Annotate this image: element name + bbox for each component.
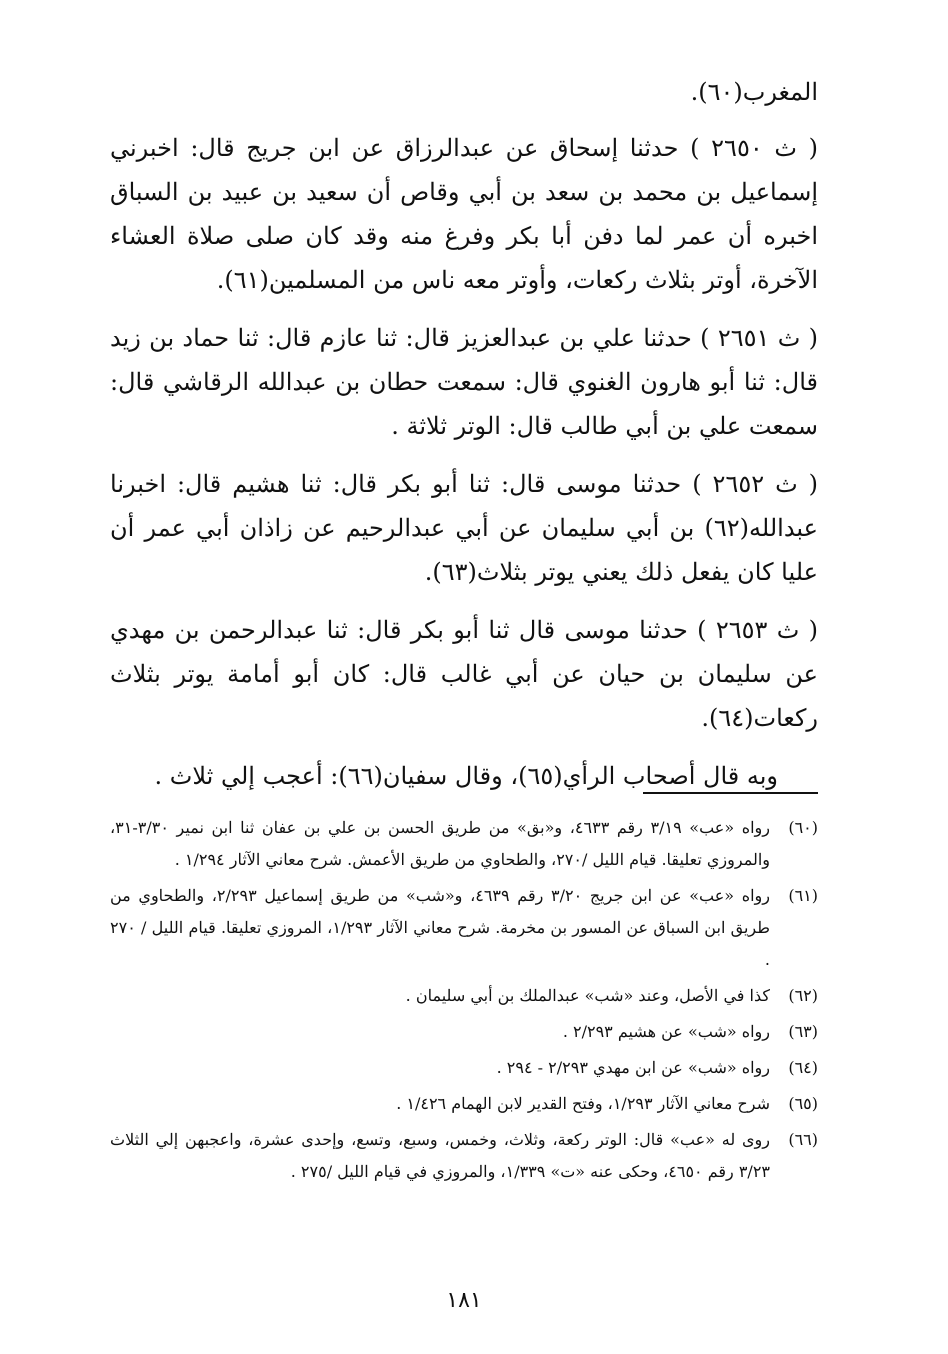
- footnote-66: [110, 1124, 818, 1188]
- footnote-text: روى له «عب» قال: الوتر ركعة، وثلاث، وخمس، وسبع، وتسع، وإحدى عشرة، واعجبهن إلي الثلاث ٣/٢٣ رقم ٤٦٥٠، وحكى عنه «ت» ١/٣٣٩، والمروزي في قيام الليل /٢٧٥ .: [110, 1130, 770, 1181]
- footnote-61: [110, 880, 818, 976]
- footnote-number: (٦٥): [788, 1094, 818, 1113]
- footnote-text: رواه «عب» ٣/١٩ رقم ٤٦٣٣، و«بق» من طريق الحسن بن علي بن عفان ثنا ابن نمير ٣/٣٠-٣١، والمروزي تعليقا. قيام الليل /٢٧٠، والطحاوي من طريق الأعمش. شرح معاني الآثار ١/٢٩٤ .: [110, 818, 771, 869]
- footnote-number: (٦٣): [788, 1022, 818, 1041]
- footnote-text: رواه «شب» عن هشيم ٢/٢٩٣ .: [562, 1022, 770, 1041]
- main-text: [110, 70, 818, 812]
- footnote-62: [110, 980, 818, 1012]
- page-number: ١٨١: [446, 1288, 482, 1313]
- paragraph-2650: ( ث ٢٦٥٠ ) حدثنا إسحاق عن عبدالرزاق عن ابن جريج قال: اخبرني إسماعيل بن محمد بن سعد بن أبي وقاص أن سعيد بن عبيد بن السباق اخبره أن عمر لما دفن أبا بكر وفرغ منه وقد كان صلى صلاة العشاء الآخرة، أوتر بثلاث ركعات، وأوتر معه ناس من المسلمين(٦١).: [110, 134, 819, 294]
- footnote-text: شرح معاني الآثار ١/٢٩٣، وفتح القدير لابن الهمام ١/٤٢٦ .: [396, 1094, 770, 1113]
- footnote-60: [110, 812, 818, 876]
- footnote-63: [110, 1016, 818, 1048]
- footnote-number: (٦٠): [788, 818, 818, 837]
- paragraph-2652: ( ث ٢٦٥٢ ) حدثنا موسى قال: ثنا أبو بكر قال: ثنا هشيم قال: اخبرنا عبدالله(٦٢) بن أبي سليمان عن أبي عبدالرحيم عن زاذان أبي عمر أن عليا كان يفعل ذلك يعني يوتر بثلاث(٦٣).: [110, 470, 818, 586]
- paragraph-2653: ( ث ٢٦٥٣ ) حدثنا موسى قال ثنا أبو بكر قال: ثنا عبدالرحمن بن مهدي عن سليمان بن حيان عن أبي غالب قال: كان أبو أمامة يوتر بثلاث ركعات(٦٤).: [110, 616, 818, 732]
- footnote-divider: [643, 792, 818, 794]
- footnote-text: كذا في الأصل، وعند «شب» عبدالملك بن أبي سليمان .: [405, 986, 770, 1005]
- footnote-64: [110, 1052, 818, 1084]
- paragraph-continuation: المغرب(٦٠).: [690, 78, 818, 106]
- footnote-number: (٦٤): [788, 1058, 818, 1077]
- footnotes: [110, 812, 818, 1192]
- footnote-number: (٦٦): [788, 1130, 818, 1149]
- footnote-number: (٦٢): [788, 986, 818, 1005]
- paragraph-2651: ( ث ٢٦٥١ ) حدثنا علي بن عبدالعزيز قال: ثنا عازم قال: ثنا حماد بن زيد قال: ثنا أبو هارون الغنوي قال: سمعت حطان بن عبدالله الرقاشي قال: سمعت علي بن أبي طالب قال: الوتر ثلاثة .: [110, 324, 818, 440]
- footnote-text: رواه «شب» عن ابن مهدي ٢/٢٩٣ - ٢٩٤ .: [496, 1058, 770, 1077]
- paragraph-opinion: وبه قال أصحاب الرأي(٦٥)، وقال سفيان(٦٦): أعجب إلي ثلاث .: [154, 762, 778, 790]
- footnote-number: (٦١): [788, 886, 818, 905]
- footnote-65: [110, 1088, 818, 1120]
- footnote-text: رواه «عب» عن ابن جريج ٣/٢٠ رقم ٤٦٣٩، و«شب» من طريق إسماعيل ٢/٢٩٣، والطحاوي من طريق ابن السباق عن المسور بن مخرمة. شرح معاني الآثار ١/٢٩٣، المروزي تعليقا. قيام الليل / ٢٧٠ .: [110, 886, 770, 969]
- document-page: [110, 0, 818, 1354]
